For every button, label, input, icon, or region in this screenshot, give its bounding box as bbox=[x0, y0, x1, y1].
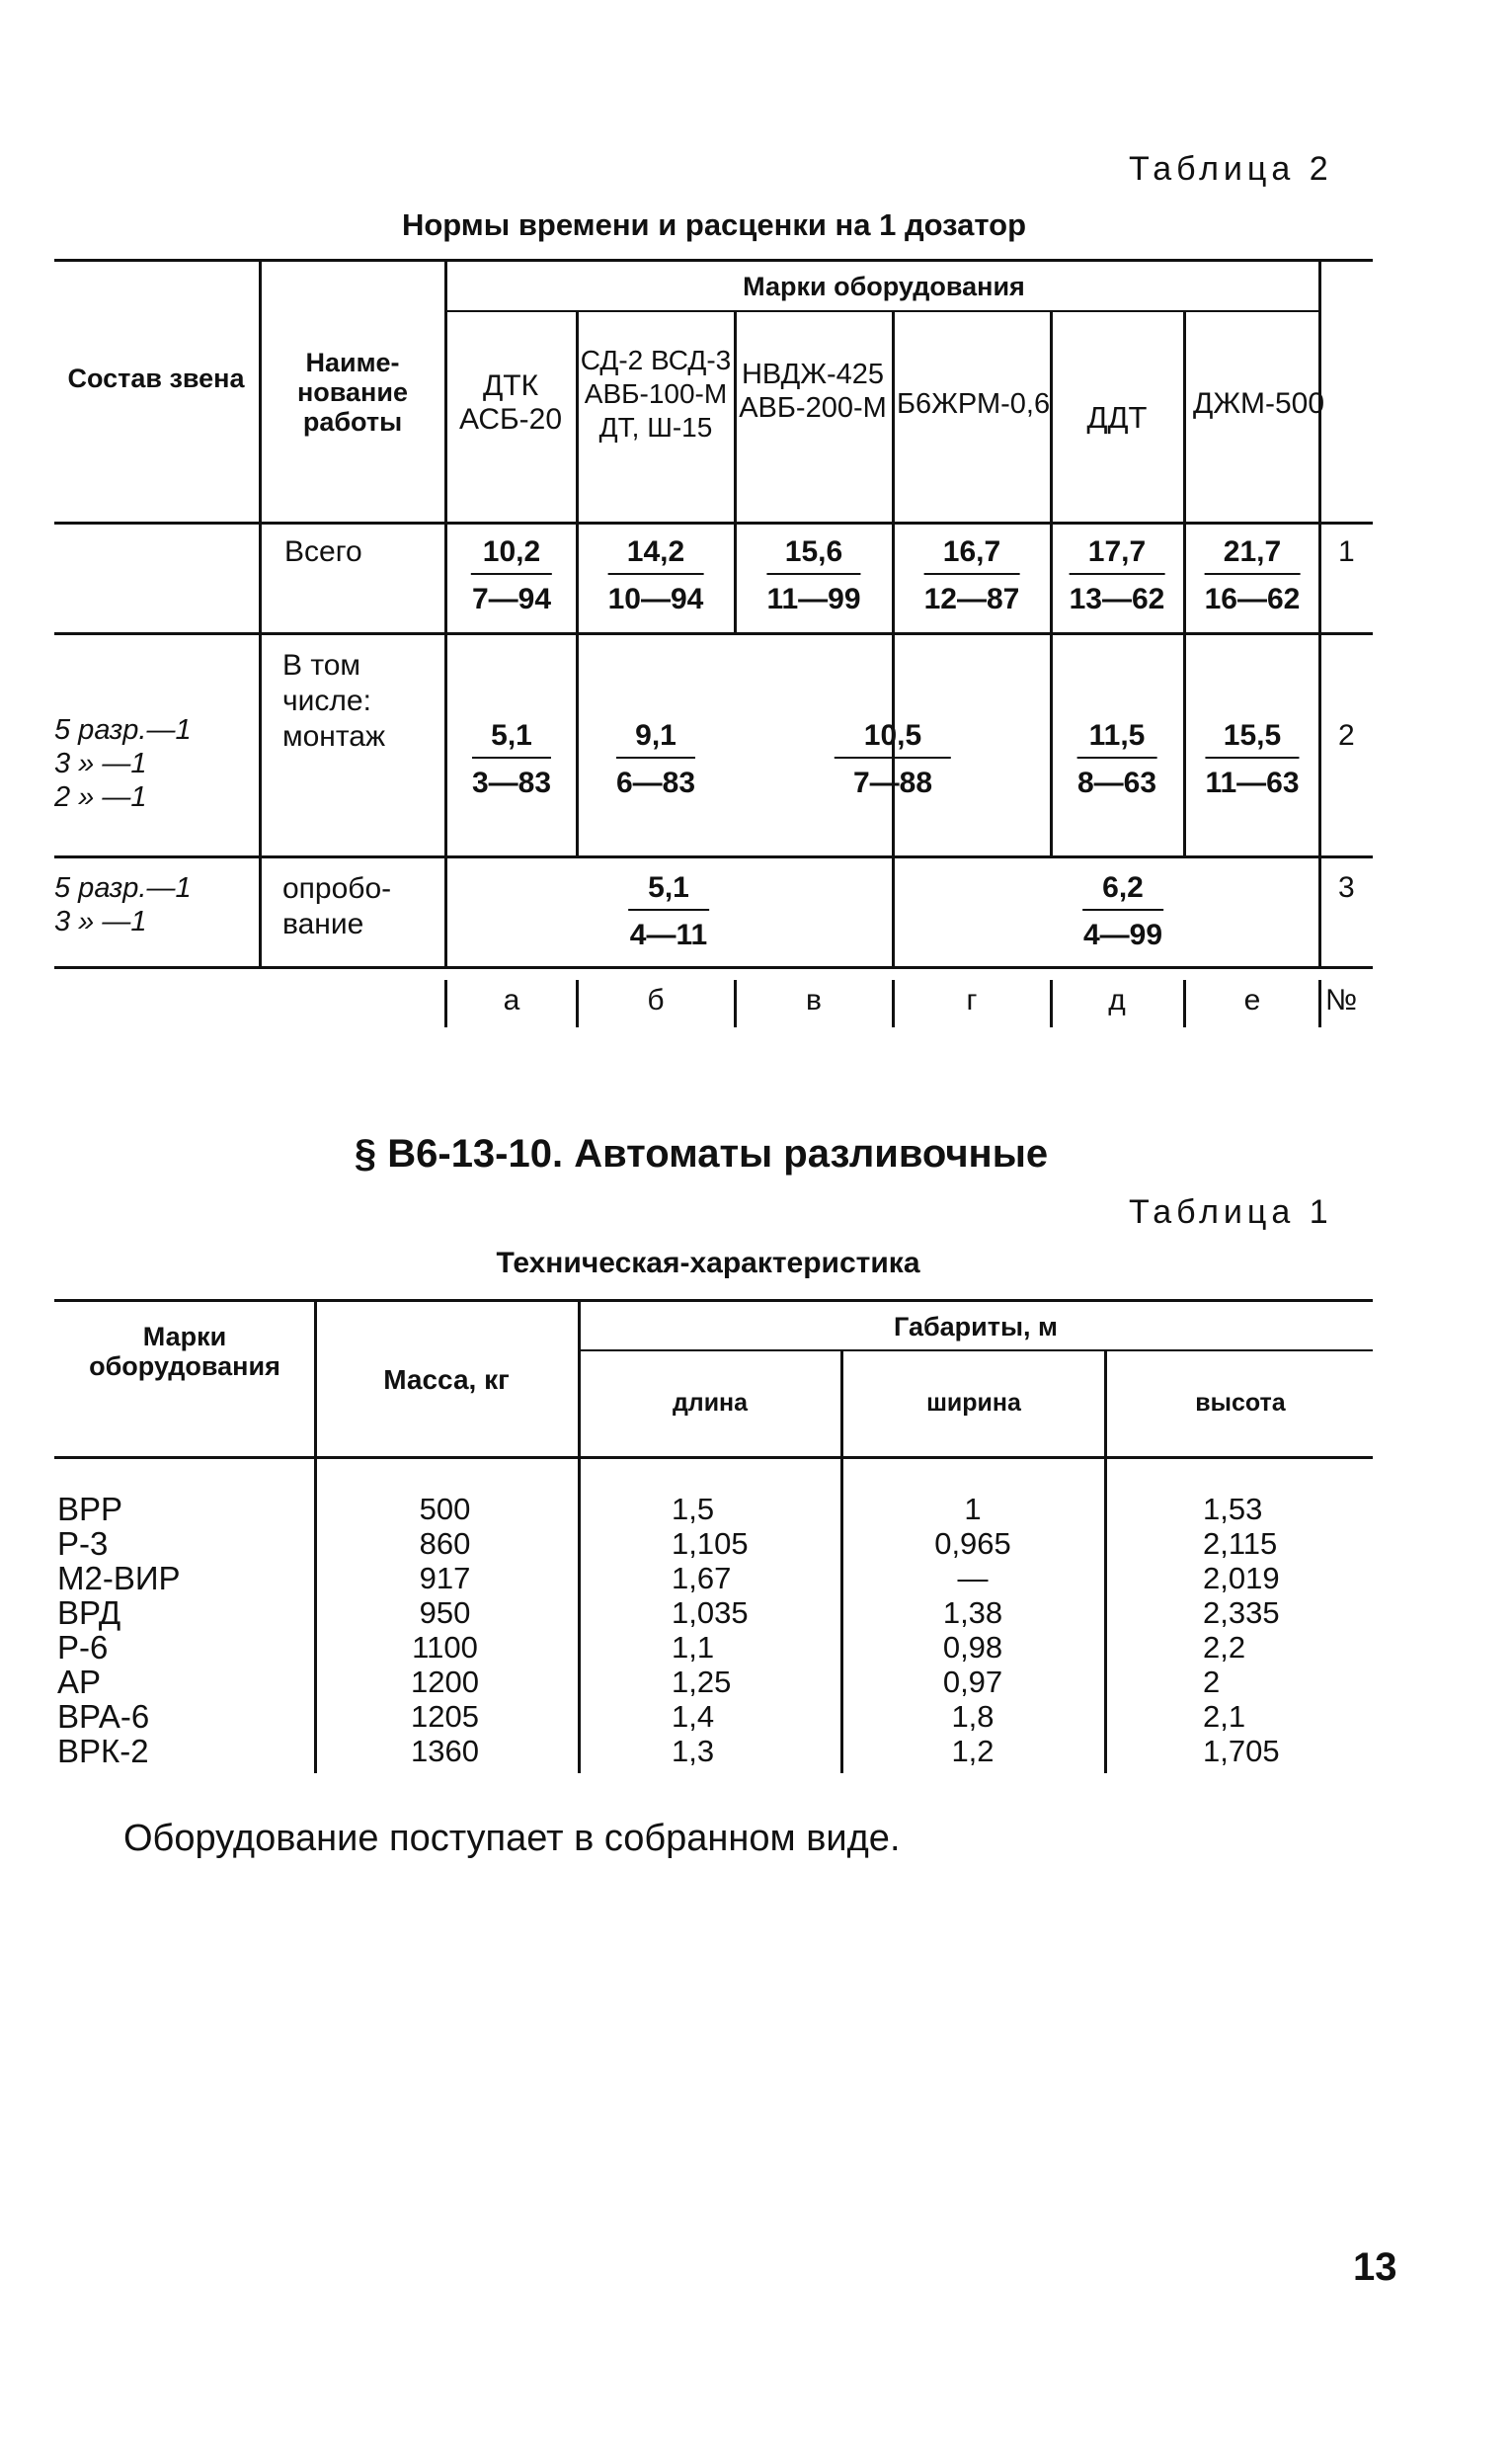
row1-cell-e: $\frac{17,7}{13—62}$ bbox=[1069, 535, 1165, 615]
width-cell: 0,97 bbox=[942, 1665, 1003, 1699]
row2-crew-line3: 2 » —1 bbox=[54, 781, 147, 813]
width-list bbox=[918, 1492, 1027, 1768]
brand-col-a: ДТК АСБ-20 bbox=[458, 369, 563, 436]
footer-letter-b: б bbox=[647, 984, 665, 1016]
row2-crew-line2: 3 » —1 bbox=[54, 748, 147, 779]
brand-cell: ВРР bbox=[57, 1491, 123, 1527]
row2-cell-cd: $\frac{10,5}{7—88}$ bbox=[835, 719, 951, 800]
length-list bbox=[672, 1492, 749, 1768]
row1-cell-b: $\frac{14,2}{10—94}$ bbox=[607, 535, 704, 615]
brand-cell: Р-6 bbox=[57, 1629, 109, 1666]
mass-cell: 1205 bbox=[411, 1699, 479, 1734]
row3-cell-abc: $\frac{5,1}{4—11}$ bbox=[629, 871, 708, 951]
mass-cell: 500 bbox=[419, 1492, 471, 1526]
height-cell: 2,1 bbox=[1203, 1699, 1246, 1734]
header-work: Наиме-нование работы bbox=[297, 348, 408, 437]
footer-letter-c: в bbox=[806, 984, 822, 1016]
width-cell: 0,965 bbox=[934, 1526, 1011, 1561]
length-cell: 1,5 bbox=[672, 1492, 715, 1526]
table2-title: Нормы времени и расценки на 1 дозатор bbox=[401, 207, 1027, 242]
height-cell: 2,2 bbox=[1203, 1630, 1246, 1665]
brand-col-c: НВДЖ-425 АВБ-200-М bbox=[739, 359, 887, 424]
row2-cell-e: $\frac{11,5}{8—63}$ bbox=[1076, 719, 1157, 799]
header-mass: Масса, кг bbox=[383, 1364, 510, 1395]
mass-cell: 917 bbox=[419, 1561, 471, 1595]
header-crew: Состав звена bbox=[67, 364, 245, 393]
row1-cell-a: $\frac{10,2}{7—94}$ bbox=[471, 535, 552, 615]
brand-cell: М2-ВИР bbox=[57, 1560, 181, 1596]
row1-cell-f: $\frac{21,7}{16—62}$ bbox=[1204, 535, 1301, 615]
mass-cell: 1360 bbox=[411, 1734, 479, 1768]
brand-col-b: СД-2 ВСД-3 АВБ-100-М ДТ, Ш-15 bbox=[580, 345, 732, 443]
height-cell: 1,53 bbox=[1203, 1492, 1263, 1526]
row1-number: 1 bbox=[1338, 535, 1355, 568]
brand-cell: АР bbox=[57, 1664, 102, 1700]
length-cell: 1,1 bbox=[672, 1630, 715, 1665]
row3-number: 3 bbox=[1338, 871, 1355, 904]
header-width: ширина bbox=[926, 1389, 1021, 1417]
width-cell: 0,98 bbox=[942, 1630, 1003, 1665]
row2-cell-f: $\frac{15,5}{11—63}$ bbox=[1205, 719, 1300, 799]
width-cell: 1,38 bbox=[942, 1595, 1003, 1630]
brand-cell: ВРК-2 bbox=[57, 1733, 149, 1769]
mass-cell: 1200 bbox=[411, 1665, 479, 1699]
section-title: § В6-13-10. Автоматы разливочные bbox=[354, 1132, 1049, 1176]
height-cell: 2,335 bbox=[1203, 1595, 1280, 1630]
assembly-note: Оборудование поступает в собранном виде. bbox=[123, 1818, 901, 1859]
header-dims: Габариты, м bbox=[893, 1312, 1059, 1341]
row1-cell-d: $\frac{16,7}{12—87}$ bbox=[923, 535, 1020, 615]
row1-work: Всего bbox=[284, 535, 362, 568]
brand-cell: ВРД bbox=[57, 1594, 121, 1631]
brand-col-f: ДЖМ-500 bbox=[1193, 387, 1325, 420]
height-cell: 2 bbox=[1203, 1665, 1221, 1699]
row3-crew-line2: 3 » —1 bbox=[54, 906, 147, 937]
length-cell: 1,035 bbox=[672, 1595, 749, 1630]
length-cell: 1,4 bbox=[672, 1699, 715, 1734]
brand-col-d: Б6ЖРМ-0,6 bbox=[897, 388, 1051, 420]
height-list bbox=[1203, 1492, 1280, 1768]
brand-cell: ВРА-6 bbox=[57, 1698, 150, 1735]
width-cell: 1,2 bbox=[951, 1734, 995, 1768]
table1-title: Техническая-характеристика bbox=[496, 1247, 920, 1279]
mass-cell: 860 bbox=[419, 1526, 471, 1561]
length-cell: 1,3 bbox=[672, 1734, 715, 1768]
page-number: 13 bbox=[1353, 2245, 1397, 2289]
length-cell: 1,105 bbox=[672, 1526, 749, 1561]
brand-list bbox=[57, 1492, 181, 1768]
footer-letter-e: д bbox=[1108, 984, 1126, 1016]
height-cell: 2,019 bbox=[1203, 1561, 1280, 1595]
footer-number-sign: № bbox=[1325, 984, 1358, 1016]
width-cell: 1,8 bbox=[951, 1699, 995, 1734]
length-cell: 1,67 bbox=[672, 1561, 732, 1595]
row3-cell-def: $\frac{6,2}{4—99}$ bbox=[1082, 871, 1163, 951]
brand-col-e: ДДТ bbox=[1086, 400, 1148, 435]
header-height: высота bbox=[1195, 1389, 1286, 1417]
row3-work: опробо-вание bbox=[282, 872, 392, 940]
header-brand: Марки оборудования bbox=[89, 1322, 280, 1381]
row3-crew-line1: 5 разр.—1 bbox=[54, 872, 192, 904]
length-cell: 1,25 bbox=[672, 1665, 732, 1699]
height-cell: 2,115 bbox=[1203, 1526, 1278, 1561]
row2-cell-b: $\frac{9,1}{6—83}$ bbox=[615, 719, 696, 799]
header-brands: Марки оборудования bbox=[743, 272, 1025, 301]
height-cell: 1,705 bbox=[1203, 1734, 1280, 1768]
row3-crew bbox=[54, 871, 252, 938]
row2-work: В том числе: монтаж bbox=[282, 649, 386, 753]
header-length: длина bbox=[672, 1389, 749, 1417]
row2-crew bbox=[54, 713, 252, 814]
row2-crew-line1: 5 разр.—1 bbox=[54, 714, 192, 746]
table1-label: Таблица 1 bbox=[1129, 1193, 1333, 1231]
footer-letter-a: а bbox=[503, 984, 520, 1016]
mass-list bbox=[403, 1492, 487, 1768]
row1-cell-c: $\frac{15,6}{11—99}$ bbox=[766, 535, 861, 615]
width-cell: — bbox=[957, 1561, 989, 1595]
table2-label: Таблица 2 bbox=[1129, 150, 1333, 188]
footer-letter-f: е bbox=[1243, 984, 1261, 1016]
mass-cell: 950 bbox=[419, 1595, 471, 1630]
row2-number: 2 bbox=[1338, 719, 1355, 752]
row2-cell-a: $\frac{5,1}{3—83}$ bbox=[471, 719, 552, 799]
mass-cell: 1100 bbox=[412, 1630, 478, 1665]
width-cell: 1 bbox=[964, 1492, 982, 1526]
brand-cell: Р-3 bbox=[57, 1525, 109, 1562]
footer-letter-d: г bbox=[966, 984, 978, 1016]
